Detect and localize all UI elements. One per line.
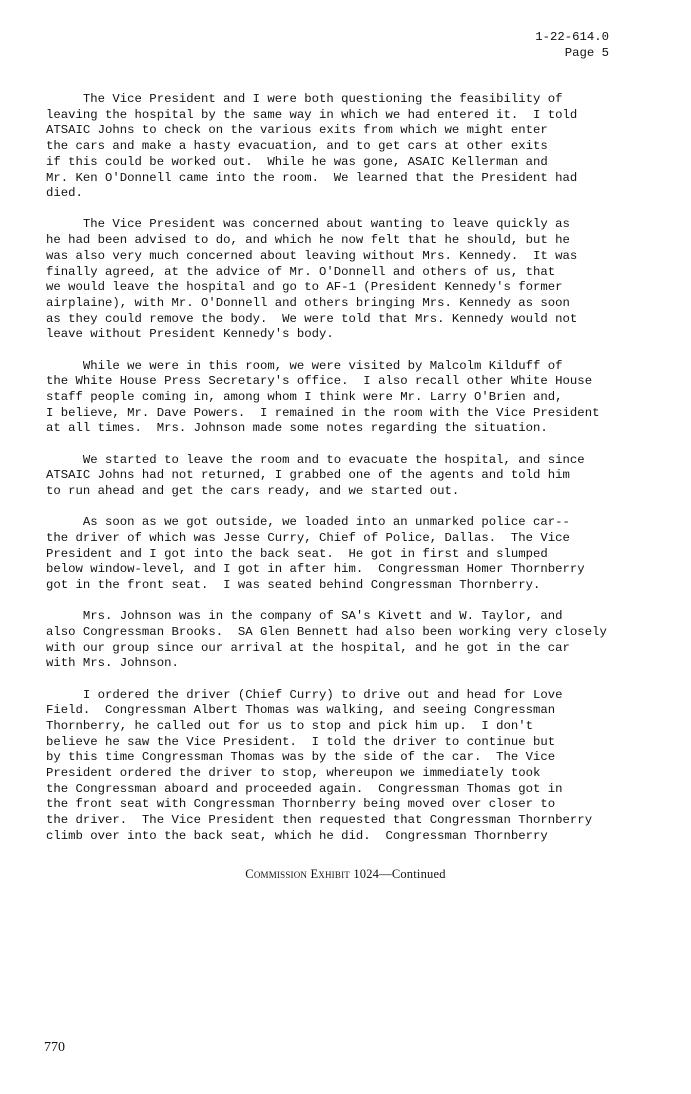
- text-line: at all times. Mrs. Johnson made some notes regarding the situation.: [46, 421, 548, 436]
- text-line: by this time Congressman Thomas was by the side of the car. The Vice: [46, 750, 556, 765]
- text-line: if this could be worked out. While he was gone, ASAIC Kellerman and: [46, 154, 548, 169]
- text-line: Field. Congressman Albert Thomas was walking, and seeing Congressman: [46, 703, 556, 718]
- text-line: also Congressman Brooks. SA Glen Bennett had also been working very closely: [46, 624, 607, 639]
- text-line: ATSAIC Johns to check on the various exits from which we might enter: [46, 123, 548, 138]
- text-line: was also very much concerned about leaving without Mrs. Kennedy. It was: [46, 248, 578, 263]
- text-line: President and I got into the back seat. He got in first and slumped: [46, 546, 548, 561]
- paragraph: [46, 609, 646, 672]
- paragraph: [46, 217, 646, 343]
- text-line: ATSAIC Johns had not returned, I grabbed one of the agents and told him: [46, 468, 570, 483]
- page-number: 770: [44, 1040, 65, 1055]
- text-line: leaving the hospital by the same way in which we had entered it. I told: [46, 107, 578, 122]
- text-line: the Congressman aboard and proceeded again. Congressman Thomas got in: [46, 781, 563, 796]
- paragraph: [46, 359, 646, 438]
- text-line: the driver of which was Jesse Curry, Chief of Police, Dallas. The Vice: [46, 530, 570, 545]
- text-line: Mrs. Johnson was in the company of SA's Kivett and W. Taylor, and: [46, 609, 563, 624]
- text-line: we would leave the hospital and go to AF-1 (President Kennedy's former: [46, 280, 563, 295]
- text-line: the cars and make a hasty evacuation, and to get cars at other exits: [46, 139, 548, 154]
- text-line: As soon as we got outside, we loaded into an unmarked police car--: [46, 515, 570, 530]
- exhibit-caption-label: Commission Exhibit: [245, 867, 350, 881]
- text-line: airplaine), with Mr. O'Donnell and others bringing Mrs. Kennedy as soon: [46, 295, 570, 310]
- text-line: as they could remove the body. We were told that Mrs. Kennedy would not: [46, 311, 578, 326]
- text-line: the White House Press Secretary's office. I also recall other White House: [46, 374, 593, 389]
- paragraph: [46, 92, 646, 202]
- text-line: finally agreed, at the advice of Mr. O'Donnell and others of us, that: [46, 264, 556, 279]
- paragraph: [46, 688, 646, 845]
- paragraph: [46, 453, 646, 500]
- text-line: I believe, Mr. Dave Powers. I remained in the room with the Vice President: [46, 405, 600, 420]
- body-text: [46, 92, 646, 860]
- document-id: 1-22-614.0: [535, 30, 609, 44]
- text-line: climb over into the back seat, which he did. Congressman Thornberry: [46, 828, 548, 843]
- text-line: to run ahead and get the cars ready, and we started out.: [46, 483, 460, 498]
- text-line: died.: [46, 186, 83, 201]
- text-line: staff people coming in, among whom I think were Mr. Larry O'Brien and,: [46, 389, 563, 404]
- text-line: the driver. The Vice President then requested that Congressman Thornberry: [46, 813, 593, 828]
- text-line: The Vice President was concerned about wanting to leave quickly as: [46, 217, 570, 232]
- text-line: believe he saw the Vice President. I told the driver to continue but: [46, 734, 556, 749]
- text-line: got in the front seat. I was seated behind Congressman Thornberry.: [46, 577, 541, 592]
- text-line: he had been advised to do, and which he now felt that he should, but he: [46, 233, 570, 248]
- text-line: with our group since our arrival at the hospital, and he got in the car: [46, 640, 570, 655]
- text-line: Mr. Ken O'Donnell came into the room. We learned that the President had: [46, 170, 578, 185]
- text-line: We started to leave the room and to evacuate the hospital, and since: [46, 452, 585, 467]
- paragraph: [46, 515, 646, 594]
- text-line: the front seat with Congressman Thornberry being moved over closer to: [46, 797, 556, 812]
- page-header: [535, 30, 609, 61]
- text-line: The Vice President and I were both questioning the feasibility of: [46, 92, 563, 106]
- exhibit-caption-suffix: —Continued: [379, 867, 446, 881]
- exhibit-caption: [0, 867, 691, 883]
- text-line: below window-level, and I got in after him. Congressman Homer Thornberry: [46, 562, 585, 577]
- text-line: leave without President Kennedy's body.: [46, 327, 334, 342]
- text-line: While we were in this room, we were visited by Malcolm Kilduff of: [46, 358, 563, 373]
- text-line: President ordered the driver to stop, whereupon we immediately took: [46, 766, 541, 781]
- exhibit-caption-number: 1024: [353, 867, 380, 881]
- text-line: Thornberry, he called out for us to stop and pick him up. I don't: [46, 718, 534, 733]
- text-line: I ordered the driver (Chief Curry) to drive out and head for Love: [46, 687, 563, 702]
- text-line: with Mrs. Johnson.: [46, 656, 179, 671]
- page-label: Page 5: [564, 45, 609, 60]
